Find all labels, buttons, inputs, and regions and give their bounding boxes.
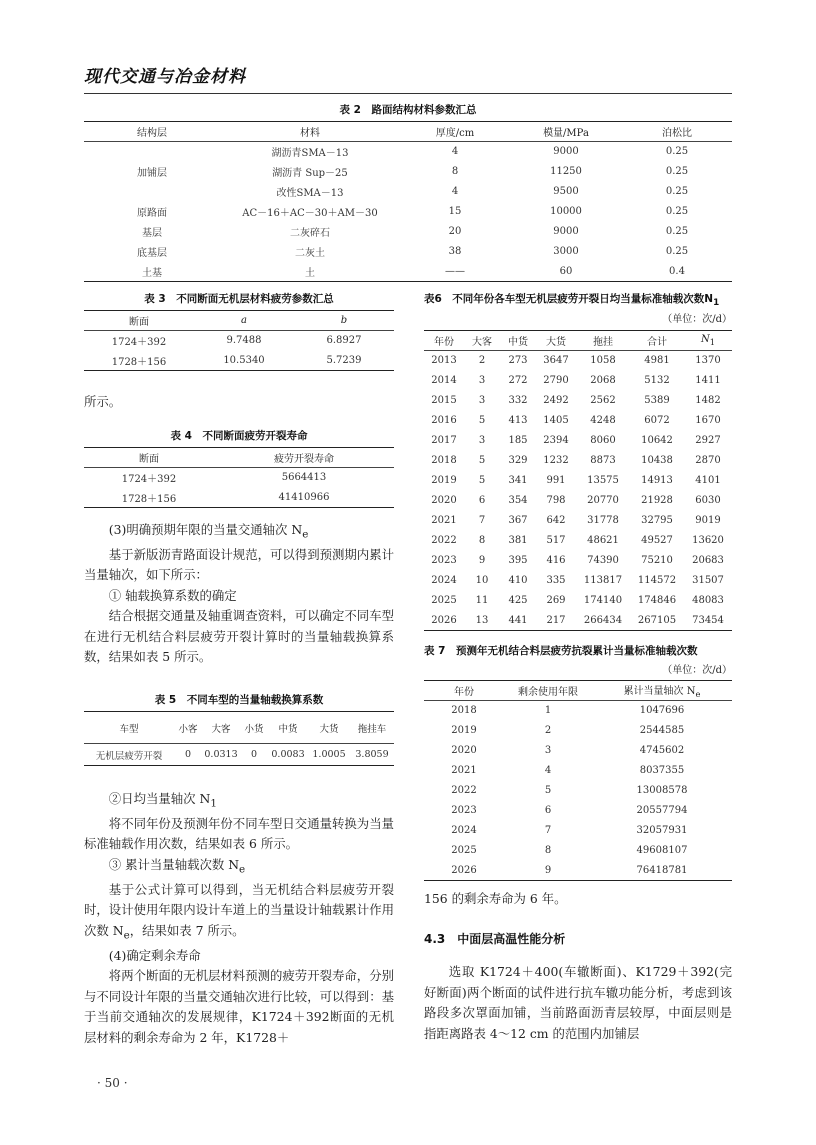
subscript: e — [302, 528, 309, 541]
table-row — [424, 761, 732, 781]
table-cell: 土基 — [142, 267, 162, 279]
table-cell: 416 — [546, 555, 566, 566]
table-cell: 266434 — [583, 614, 623, 626]
table-cell: 0.0083 — [271, 749, 305, 760]
table7-body — [424, 701, 732, 881]
paragraph: 将两个断面的无机层材料预测的疲劳开裂寿命，分别与不同设计年限的当量交通轴次进行比较，可以得到：基于当前交通轴次的发展规律，K1724＋392断面的无机层材料的剩余寿命为 2 年，K1728＋ — [84, 968, 394, 1045]
table-cell: 2018 — [431, 455, 457, 466]
table2 — [84, 121, 732, 282]
column-text: 累计当量轴次 N — [623, 686, 696, 697]
table-cell: 1.0005 — [312, 749, 346, 760]
table-row — [424, 701, 732, 721]
table-cell: 5 — [478, 455, 486, 466]
table-row — [424, 391, 732, 411]
paragraph-text: ③ 累计当量轴载次数 N — [108, 856, 240, 872]
table-cell: 1047696 — [639, 705, 685, 717]
table-cell: 7 — [544, 825, 552, 836]
table-cell: 10438 — [641, 455, 673, 466]
table-cell: 3 — [478, 435, 486, 446]
table4-col-life: 疲劳开裂寿命 — [274, 454, 334, 465]
page-number: · 50 · — [97, 1076, 128, 1090]
table-cell: 5 — [544, 785, 552, 796]
subscript: 1 — [709, 337, 716, 347]
table6-col-total: 合计 — [647, 337, 667, 348]
table-cell: 无机层疲劳开裂 — [95, 750, 163, 762]
table-row — [424, 721, 732, 741]
table-cell: 4248 — [590, 415, 616, 426]
table-row — [84, 744, 394, 766]
table2-col-poisson: 泊松比 — [662, 128, 692, 139]
table-cell: 1058 — [590, 355, 616, 367]
table-row — [424, 841, 732, 861]
table-cell: 2022 — [451, 785, 477, 796]
table5-caption: 表 5 不同车型的当量轴载换算系数 — [154, 694, 324, 706]
table-row — [424, 821, 732, 841]
table-cell: 2394 — [543, 435, 569, 446]
table-row — [84, 242, 732, 262]
table-cell: 1370 — [695, 355, 721, 367]
table3 — [84, 310, 394, 371]
table-cell: 48083 — [692, 595, 724, 606]
table-cell: 8 — [478, 535, 486, 546]
table6 — [424, 330, 732, 631]
subscript: 1 — [713, 298, 720, 309]
table-cell: 185 — [508, 435, 528, 446]
table-cell: 381 — [508, 535, 528, 546]
table-row — [424, 451, 732, 471]
table-cell: 9000 — [553, 146, 579, 158]
table-cell: 2018 — [451, 705, 477, 717]
table-cell: 2068 — [590, 375, 616, 386]
subscript: e — [239, 863, 246, 876]
table-cell: 2492 — [543, 395, 569, 406]
table-cell: 2 — [544, 725, 552, 736]
paragraph: (4)确定剩余寿命 — [108, 947, 201, 963]
table-row — [424, 591, 732, 611]
table4 — [84, 447, 394, 508]
table-cell: 76418781 — [636, 864, 688, 876]
table3-col-section: 断面 — [129, 317, 149, 328]
table-cell: 267105 — [637, 614, 677, 626]
table-cell: 114572 — [637, 575, 677, 586]
table-cell: 2562 — [590, 395, 616, 406]
table7 — [424, 680, 732, 881]
table-cell: 二灰土 — [295, 248, 325, 259]
table-row — [424, 801, 732, 821]
table-cell: 2 — [478, 355, 486, 367]
left-body-text-2 — [84, 789, 394, 1048]
table6-caption — [424, 291, 744, 308]
table-cell: 2023 — [451, 805, 477, 816]
table-cell: 1405 — [543, 415, 569, 426]
table-cell: 395 — [508, 555, 528, 566]
paragraph: 基于新版沥青路面设计规范，可以得到预测期内累计当量轴次，如下所示： — [84, 546, 394, 583]
table2-group-label: 加铺层 — [137, 168, 167, 180]
table-cell: 8060 — [590, 435, 616, 446]
table-cell: 517 — [546, 535, 566, 546]
table7-col-remaining: 剩余使用年限 — [518, 687, 578, 698]
table-row — [424, 471, 732, 491]
table-row — [424, 411, 732, 431]
table5-col-small-truck: 小货 — [244, 723, 264, 735]
table-cell: 2927 — [695, 435, 721, 446]
table-cell: 5 — [478, 475, 486, 486]
table-cell: 1482 — [695, 395, 721, 406]
table-cell: 6072 — [644, 415, 670, 426]
table-cell: 273 — [508, 355, 528, 367]
table-cell: 2017 — [431, 435, 457, 446]
table-row — [84, 202, 732, 222]
subscript: 1 — [210, 797, 217, 810]
table-cell: 2544585 — [639, 725, 685, 736]
table-cell: 9.7488 — [226, 335, 262, 347]
left-body-text-1 — [84, 520, 394, 668]
table-cell: 20683 — [692, 555, 724, 566]
table5-col-small-bus: 小客 — [178, 723, 198, 735]
table-cell: 4 — [451, 186, 459, 197]
table-cell: 73454 — [692, 614, 724, 626]
table-cell: 113817 — [583, 575, 623, 586]
table-cell: 2013 — [431, 355, 457, 367]
table-cell: 6 — [478, 495, 486, 506]
table-cell: 425 — [508, 595, 528, 606]
table-cell: 335 — [546, 575, 566, 586]
table-cell: 2025 — [451, 845, 477, 856]
table-cell: 217 — [546, 614, 566, 626]
table-cell: 4981 — [644, 355, 670, 367]
table6-col-medium-truck: 中货 — [508, 337, 528, 348]
table-cell: 0.25 — [665, 206, 689, 217]
table-cell: 9 — [478, 555, 486, 566]
table5-col-medium-truck: 中货 — [278, 723, 298, 735]
table6-col-large-bus: 大客 — [472, 337, 492, 348]
table6-col-large-truck: 大货 — [546, 337, 566, 348]
table-cell: 0 — [184, 749, 192, 760]
table-cell: 341 — [508, 475, 528, 486]
table-cell: 9 — [544, 864, 552, 876]
table-cell: 332 — [508, 395, 528, 406]
table-cell: 2016 — [431, 415, 457, 426]
table-cell: 1728＋156 — [121, 493, 177, 505]
table-cell: 8 — [451, 166, 459, 177]
table-cell: 2019 — [451, 725, 477, 736]
table-cell: 9500 — [553, 186, 579, 197]
table-row — [84, 262, 732, 282]
table-cell: 48621 — [587, 535, 619, 546]
table-cell: 74390 — [587, 555, 619, 566]
table-cell: 329 — [508, 455, 528, 466]
table4-col-section: 断面 — [139, 454, 159, 465]
table-cell: 0.25 — [665, 166, 689, 177]
table-cell: 3000 — [553, 246, 579, 257]
journal-title: 现代交通与冶金材料 — [84, 67, 246, 87]
table-cell: 1724＋392 — [121, 474, 177, 486]
table-row — [424, 741, 732, 761]
table-row — [424, 351, 732, 371]
table5-col-large-truck: 大货 — [319, 723, 339, 735]
table-cell: 2020 — [431, 495, 457, 506]
paragraph-text: ②日均当量轴次 N — [108, 791, 211, 806]
table-cell: 32057931 — [636, 825, 688, 836]
table4-caption: 表 4 不同断面疲劳开裂寿命 — [170, 430, 308, 442]
table5-col-vehicle: 车型 — [119, 723, 139, 735]
table-cell: 413 — [508, 415, 528, 426]
table6-body — [424, 351, 732, 631]
table-cell: 0.25 — [665, 146, 689, 158]
table-row — [424, 511, 732, 531]
paragraph — [84, 855, 394, 880]
paragraph: 结合根据交通量及轴重调查资料，可以确定不同车型在进行无机结合料层疲劳开裂计算时的当量轴载换算系数，结果如表 5 所示。 — [84, 608, 394, 665]
table-row — [424, 611, 732, 631]
table3-col-b: b — [340, 315, 348, 326]
table-cell: 1232 — [543, 455, 569, 466]
table-cell: 9000 — [553, 226, 579, 237]
table7-unit: （单位：次/d） — [662, 665, 732, 676]
table-cell: 5664413 — [281, 472, 327, 484]
table-cell: 2025 — [431, 595, 457, 606]
paragraph: 将不同年份及预测年份不同车型日交通量转换为当量标准轴载作用次数，结果如表 6 所示。 — [84, 815, 394, 852]
table-cell: 13008578 — [636, 785, 688, 796]
table-cell: 14913 — [641, 475, 673, 486]
table-cell: 二灰碎石 — [290, 228, 330, 239]
table-cell: 7 — [478, 515, 486, 526]
table-cell: 2790 — [543, 375, 569, 386]
table2-col-modulus: 模量/MPa — [543, 128, 589, 139]
table-cell: 5.7239 — [326, 354, 362, 366]
table-cell: 20 — [448, 226, 462, 237]
table-cell: 8873 — [590, 455, 616, 466]
table-cell: 2023 — [431, 555, 457, 566]
table-cell: 2021 — [451, 765, 477, 776]
paragraph-text: ，结果如表 7 所示。 — [129, 922, 245, 938]
table-cell: 10000 — [550, 206, 582, 217]
table-row — [84, 468, 394, 488]
table-cell: 10642 — [641, 435, 673, 446]
section-heading: 4.3 中面层高温性能分析 — [424, 932, 566, 946]
table-cell: 4 — [451, 146, 459, 158]
table-row — [84, 488, 394, 508]
table-cell: 11 — [475, 595, 489, 606]
table-cell: 0.0313 — [204, 749, 238, 760]
table-cell: 0.4 — [669, 265, 685, 277]
table-cell: 8037355 — [639, 765, 685, 776]
table-cell: —— — [445, 265, 465, 277]
table-cell: 60 — [559, 265, 573, 277]
table-cell: 367 — [508, 515, 528, 526]
table-cell: 41410966 — [278, 491, 330, 503]
table-row — [424, 371, 732, 391]
table-cell: 改性SMA－13 — [276, 188, 344, 199]
table-cell: 2024 — [431, 575, 457, 586]
table-cell: 土 — [305, 267, 315, 279]
table-cell: 5132 — [644, 375, 670, 386]
table-cell: 0.25 — [665, 226, 689, 237]
paragraph-continuation — [84, 392, 394, 413]
table-cell: 20770 — [587, 495, 619, 506]
table-cell: 1 — [544, 705, 552, 717]
paragraph — [84, 520, 394, 545]
table-cell: 3 — [544, 745, 552, 756]
table-cell: 798 — [546, 495, 566, 506]
right-body-text — [424, 962, 732, 1044]
table-cell: 2870 — [695, 455, 721, 466]
table-cell: 2022 — [431, 535, 457, 546]
table-cell: 6030 — [695, 495, 721, 506]
table-cell: 31507 — [692, 575, 724, 586]
table-cell: 湖沥青SMA－13 — [271, 148, 349, 160]
table-cell: 13 — [475, 614, 489, 626]
table-cell: 32795 — [641, 515, 673, 526]
table7-col-cumulative — [592, 681, 732, 701]
right-continuation — [424, 889, 732, 910]
subscript: e — [695, 689, 701, 699]
table-cell: 8 — [544, 845, 552, 856]
table-cell: 1728＋156 — [111, 356, 167, 368]
paragraph-text: 基于公式计算可以得到，当无机结合料层疲劳开裂时，设计使用年限内设计车道上的当量设计轴载累计作用次数 N — [84, 881, 394, 938]
table-row — [424, 781, 732, 801]
table-cell: 410 — [508, 575, 528, 586]
table-cell: AC－16＋AC－30＋AM－30 — [242, 208, 378, 219]
table3-caption: 表 3 不同断面无机层材料疲劳参数汇总 — [144, 293, 334, 305]
table-cell: 49527 — [641, 535, 673, 546]
table-cell: 0.25 — [665, 186, 689, 197]
paragraph: 156 的剩余寿命为 6 年。 — [424, 891, 567, 906]
table-row — [424, 861, 732, 881]
table-cell: 31778 — [587, 515, 619, 526]
table-row — [424, 431, 732, 451]
header-rule — [84, 93, 732, 94]
paragraph: ① 轴载换算系数的确定 — [108, 587, 237, 603]
table-cell: 10.5340 — [223, 354, 265, 366]
table-cell: 2021 — [431, 515, 457, 526]
table6-col-year: 年份 — [434, 337, 454, 348]
table7-col-year: 年份 — [454, 687, 474, 698]
table-cell: 15 — [448, 206, 462, 217]
paragraph — [84, 789, 394, 814]
table-cell: 269 — [546, 595, 566, 606]
table-row — [84, 222, 732, 242]
table-cell: 2026 — [431, 614, 457, 626]
table-row — [424, 531, 732, 551]
table6-col-trailer: 拖挂 — [593, 337, 613, 348]
paragraph — [84, 880, 394, 946]
table-cell: 642 — [546, 515, 566, 526]
table-cell: 6 — [544, 805, 552, 816]
table-cell: 13620 — [692, 535, 724, 546]
table-cell: 2019 — [431, 475, 457, 486]
table-cell: 2020 — [451, 745, 477, 756]
table-cell: 1411 — [695, 375, 721, 386]
table2-caption: 表 2 路面结构材料参数汇总 — [339, 104, 477, 116]
table-cell: 991 — [546, 475, 566, 486]
table-row — [424, 551, 732, 571]
table2-col-layer: 结构层 — [137, 128, 167, 139]
table6-unit: （单位：次/d） — [662, 314, 732, 325]
table7-caption: 表 7 预测年无机结合料层疲劳抗裂累计当量标准轴载次数 — [424, 645, 698, 657]
table-cell: 2015 — [431, 395, 457, 406]
table2-col-thickness: 厚度/cm — [435, 128, 475, 139]
table-cell: 6.8927 — [326, 335, 362, 347]
table-cell: 0 — [250, 749, 258, 760]
table2-col-material: 材料 — [300, 128, 320, 139]
table-row — [84, 331, 394, 351]
table-cell: 174140 — [583, 595, 623, 606]
table-cell: 基层 — [142, 228, 162, 239]
table-cell: 75210 — [641, 555, 673, 566]
paragraph-text: (3)明确预期年限的当量交通轴次 N — [108, 522, 303, 537]
table-cell: 4101 — [695, 475, 721, 486]
table-cell: 2014 — [431, 375, 457, 386]
table-cell: 底基层 — [137, 248, 167, 259]
table-cell: 2026 — [451, 864, 477, 876]
table-row — [84, 142, 732, 162]
table-cell: 原路面 — [137, 208, 167, 219]
table-cell: 13575 — [587, 475, 619, 486]
table-row — [84, 351, 394, 371]
table-cell: 1670 — [695, 415, 721, 426]
subscript: e — [123, 929, 130, 942]
column-text: N — [700, 334, 710, 345]
table-cell: 174846 — [637, 595, 677, 606]
paragraph-text: 所示。 — [84, 394, 122, 409]
table-cell: 3.8059 — [355, 749, 389, 760]
table-cell: 441 — [508, 614, 528, 626]
table3-col-a: a — [241, 315, 247, 326]
table5-col-large-bus: 大客 — [211, 723, 231, 735]
table-cell: 5 — [478, 415, 486, 426]
table-cell: 272 — [508, 375, 528, 386]
table-cell: 11250 — [550, 166, 582, 177]
table-cell: 0.25 — [665, 246, 689, 257]
table-cell: 38 — [448, 246, 462, 257]
table-cell: 49608107 — [636, 845, 688, 856]
table-cell: 9019 — [695, 515, 721, 526]
table-cell: 湖沥青 Sup－25 — [272, 168, 348, 179]
table-cell: 4745602 — [639, 745, 685, 756]
table-cell: 3647 — [543, 355, 569, 367]
table-row — [424, 571, 732, 591]
table5-col-trailer: 拖挂车 — [357, 723, 387, 735]
table-cell: 5389 — [644, 395, 670, 406]
table6-col-n1 — [684, 331, 732, 351]
caption-text: 表6 不同年份各车型无机层疲劳开裂日均当量标准轴载次数N — [424, 293, 714, 305]
table-cell: 1724＋392 — [111, 337, 167, 349]
table-cell: 2024 — [451, 825, 477, 836]
table-cell: 10 — [475, 575, 489, 586]
table-cell: 3 — [478, 375, 486, 386]
paragraph: 选取 K1724＋400(车辙断面)、K1729＋392(完好断面)两个断面的试件进行抗车辙功能分析，考虑到该路段多次罩面加铺，当前路面沥青层较厚，中面层则是指距离路表 4～12 cm 的范围内加铺层 — [424, 964, 732, 1041]
table-row — [424, 491, 732, 511]
table-cell: 21928 — [641, 495, 673, 506]
table-cell: 3 — [478, 395, 486, 406]
table-cell: 354 — [508, 495, 528, 506]
table-cell: 4 — [544, 765, 552, 776]
table5 — [84, 711, 394, 766]
table-cell: 20557794 — [636, 805, 688, 816]
